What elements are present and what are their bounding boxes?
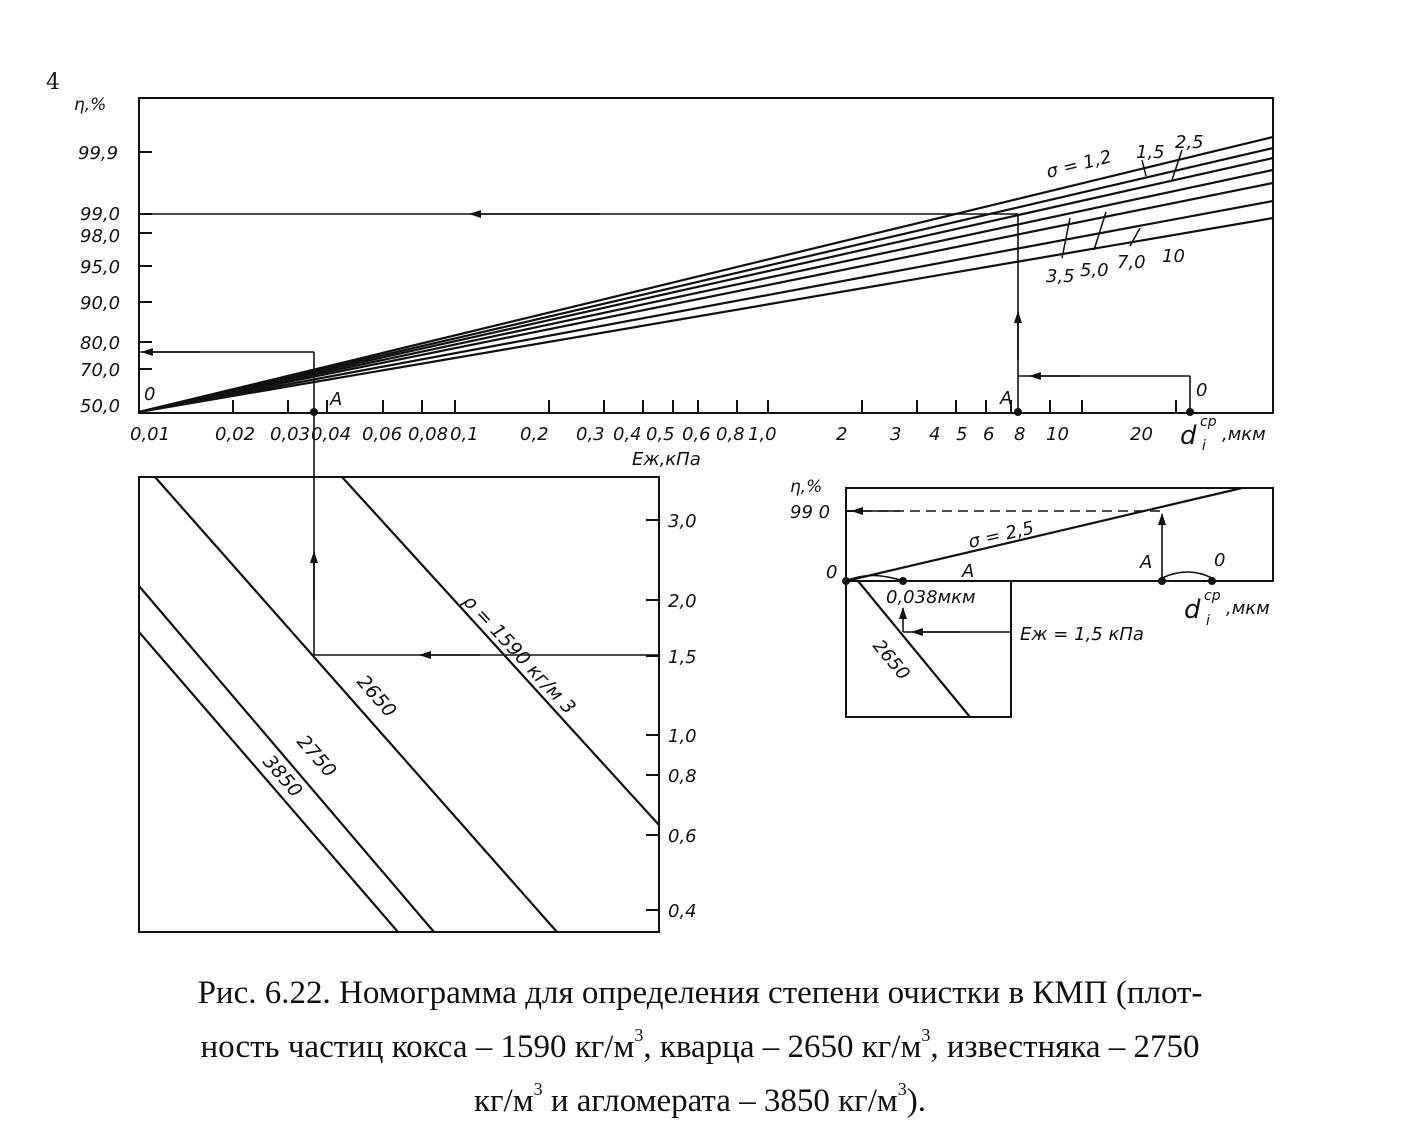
y-tick-80-0: 80,0 — [80, 333, 121, 354]
example-point-o-left: 0 — [826, 562, 838, 583]
x-tick-6: 6 — [983, 424, 995, 445]
example-labels — [826, 517, 1225, 684]
x-tick-5: 5 — [956, 424, 968, 445]
example-y-tick: 99 0 — [790, 502, 831, 523]
y-tick-99-9: 99,9 — [78, 143, 119, 164]
point-a-main-left — [310, 408, 318, 416]
main-x-axis-label: Eж,кПа — [632, 449, 701, 470]
main-x2-axis-label — [1180, 414, 1266, 454]
main-y-ticks — [78, 143, 152, 417]
main-chart — [74, 95, 1273, 655]
example-d-label: 0,038мкм — [886, 587, 976, 608]
main-x-tick-labels — [130, 424, 1153, 445]
density-label-2750: 2750 — [292, 730, 341, 782]
sigma-label-1-5: 1,5 — [1136, 142, 1165, 163]
density-tick-labels — [668, 511, 697, 922]
sigma-label-5-0: 5,0 — [1080, 260, 1109, 281]
x-tick-0-4: 0,4 — [613, 424, 642, 445]
point-a-left-label: A — [330, 389, 343, 410]
example-point-a-left: A — [962, 561, 975, 582]
caption-line-1: Рис. 6.22. Номограмма для определения степени очистки в КМП (плот- — [197, 975, 1203, 1011]
x-tick-1-0: 1,0 — [748, 424, 777, 445]
point-o-left-label: 0 — [144, 384, 156, 405]
y-tick-99-0: 99,0 — [80, 204, 121, 225]
example-point-o-right: 0 — [1214, 550, 1226, 571]
density-chart — [139, 477, 697, 932]
x-tick-3: 3 — [890, 424, 902, 445]
sigma-label-1-2: σ = 1,2 — [1044, 146, 1114, 183]
x-tick-20: 20 — [1130, 424, 1153, 445]
x-tick-0-06: 0,06 — [362, 424, 403, 445]
point-o-right-label: 0 — [1196, 380, 1208, 401]
density-tick-2-0: 2,0 — [668, 591, 697, 612]
sigma-label-3-5: 3,5 — [1046, 266, 1075, 287]
svg-text:,мкм: ,мкм — [1226, 598, 1270, 619]
y-tick-90-0: 90,0 — [80, 293, 121, 314]
x-tick-0-1: 0,1 — [450, 424, 479, 445]
svg-text:ср: ср — [1200, 414, 1217, 430]
point-o-main-right — [1186, 408, 1194, 416]
figure-caption — [60, 970, 1340, 1124]
example-point-a-right: A — [1140, 552, 1153, 573]
density-line-labels — [258, 590, 580, 801]
density-line-2650 — [155, 477, 557, 932]
density-label-2650: 2650 — [352, 670, 401, 722]
density-tick-3-0: 3,0 — [668, 511, 697, 532]
point-a-right-label: A — [1000, 388, 1013, 409]
density-tick-1-5: 1,5 — [668, 647, 697, 668]
x-tick-10: 10 — [1046, 424, 1069, 445]
x-tick-0-2: 0,2 — [520, 424, 549, 445]
x-tick-0-08: 0,08 — [408, 424, 449, 445]
x-tick-0-8: 0,8 — [716, 424, 745, 445]
main-y-axis-label: η,% — [74, 95, 107, 115]
sigma-label-7-0: 7,0 — [1117, 252, 1146, 273]
x-tick-2: 2 — [836, 424, 848, 445]
x-tick-8: 8 — [1014, 424, 1026, 445]
example-y-axis-label: η,% — [790, 477, 823, 497]
svg-text:,мкм: ,мкм — [1222, 424, 1266, 445]
svg-text:d: d — [1180, 421, 1197, 451]
density-tick-0-8: 0,8 — [668, 766, 697, 787]
y-tick-95-0: 95,0 — [80, 257, 121, 278]
example-x-axis-label — [1184, 588, 1270, 629]
sigma-line-7-0 — [139, 201, 1273, 412]
y-tick-50-0: 50,0 — [80, 396, 121, 417]
x-tick-0-02: 0,02 — [215, 424, 256, 445]
sigma-line-2-5 — [139, 158, 1273, 412]
density-line-2750 — [139, 586, 434, 932]
x-tick-0-01: 0,01 — [130, 424, 171, 445]
density-tick-0-4: 0,4 — [668, 901, 697, 922]
example-e-label: Eж = 1,5 кПа — [1020, 624, 1144, 645]
x-tick-4: 4 — [929, 424, 941, 445]
point-a-main-right — [1014, 408, 1022, 416]
density-tick-marks — [646, 520, 659, 910]
example-density-label: 2650 — [868, 635, 914, 685]
main-x-tick-marks — [233, 400, 1176, 413]
sigma-line-5-0 — [139, 183, 1273, 412]
density-line-3850 — [139, 632, 401, 932]
x-tick-0-03: 0,03 — [270, 424, 311, 445]
x-tick-0-04: 0,04 — [311, 424, 352, 445]
caption-line-3: $кг/м^3$ и агломерата – 3850 $кг/м^3$). — [473, 1079, 927, 1119]
density-label-3850: 3850 — [258, 750, 307, 802]
x-tick-0-3: 0,3 — [576, 424, 605, 445]
main-chart-frame — [139, 98, 1273, 413]
svg-text:i: i — [1206, 613, 1210, 629]
svg-text:d: d — [1184, 595, 1201, 625]
svg-text:i: i — [1202, 438, 1206, 454]
density-tick-1-0: 1,0 — [668, 726, 697, 747]
example-sigma-label: σ = 2,5 — [966, 517, 1036, 553]
sigma-line-10 — [139, 218, 1273, 412]
sigma-label-10: 10 — [1162, 246, 1185, 267]
density-line-1590 — [342, 477, 659, 825]
y-tick-70-0: 70,0 — [80, 360, 121, 381]
example-chart — [790, 477, 1273, 717]
svg-text:ср: ср — [1204, 588, 1221, 604]
page-number: 4 — [46, 70, 60, 95]
caption-line-2: ность частиц кокса – 1590 $кг/м^3$, кварца – 2650 $кг/м^3$, известняка – 2750 — [200, 1025, 1200, 1065]
x-tick-0-6: 0,6 — [682, 424, 711, 445]
example-sigma-line — [846, 488, 1242, 581]
sigma-label-2-5: 2,5 — [1175, 132, 1204, 153]
density-tick-0-6: 0,6 — [668, 826, 697, 847]
y-tick-98-0: 98,0 — [80, 226, 121, 247]
x-tick-0-5: 0,5 — [646, 424, 675, 445]
density-label-1590: ρ = 1590 кг/м 3 — [458, 590, 580, 719]
